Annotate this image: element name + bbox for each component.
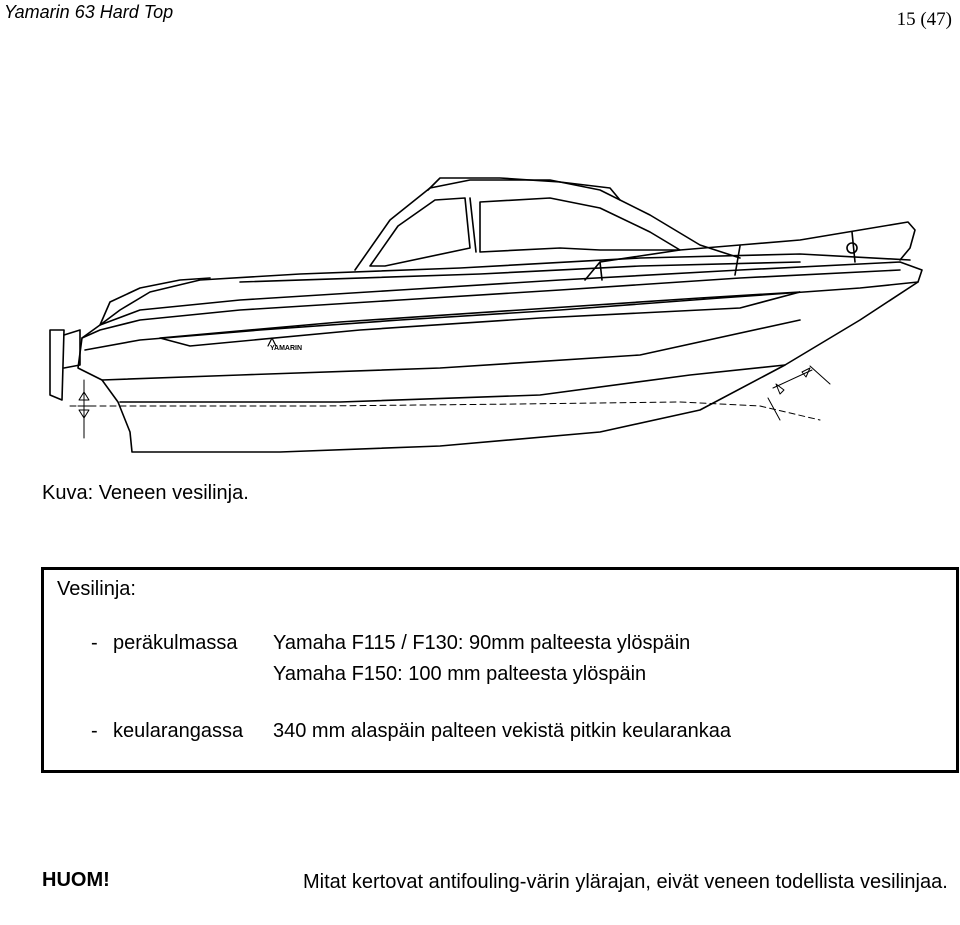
chine-line bbox=[120, 365, 785, 402]
strake-line bbox=[102, 320, 800, 380]
bow-marker-end-1 bbox=[768, 398, 780, 420]
note-label: HUOM! bbox=[42, 869, 110, 891]
bow-marker-line bbox=[773, 370, 812, 388]
bow-marker-end-2 bbox=[810, 366, 830, 384]
stern-row bbox=[91, 632, 238, 655]
hull-outline bbox=[78, 262, 922, 452]
waterline bbox=[70, 402, 820, 420]
page-number: 15 (47) bbox=[896, 9, 952, 30]
keel-dash: - bbox=[91, 720, 98, 742]
hull-stripe bbox=[160, 292, 800, 346]
windshield bbox=[370, 198, 470, 266]
keel-label: keularangassa bbox=[113, 720, 244, 742]
stern-spec-1: Yamaha F115 / F130: 90mm palteesta ylöspäin bbox=[273, 632, 691, 654]
waterline-info-box bbox=[41, 567, 959, 773]
document-title: Yamarin 63 Hard Top bbox=[4, 2, 174, 22]
deck-line bbox=[100, 254, 910, 325]
stern-dash: - bbox=[91, 632, 98, 654]
note-text: Mitat kertovat antifouling-värin ylärajan, eivät veneen todellista vesilinjaa. bbox=[303, 871, 948, 893]
keel-spec: 340 mm alaspäin palteen vekistä pitkin keularankaa bbox=[273, 720, 732, 742]
bow-marker-arrow-1 bbox=[776, 384, 784, 394]
navigation-light bbox=[847, 243, 857, 253]
side-window bbox=[480, 198, 680, 252]
window-divider bbox=[470, 198, 476, 252]
stern-label: peräkulmassa bbox=[113, 632, 238, 654]
stern-bracket bbox=[50, 330, 64, 400]
box-title: Vesilinja: bbox=[57, 578, 136, 600]
figure-caption: Kuva: Veneen vesilinja. bbox=[42, 482, 249, 504]
stern-spec-2: Yamaha F150: 100 mm palteesta ylöspäin bbox=[273, 663, 647, 685]
keel-row bbox=[91, 720, 243, 743]
stern-bracket-2 bbox=[64, 330, 80, 368]
hull-logo: YAMARIN bbox=[270, 345, 303, 352]
boat-waterline-drawing bbox=[40, 170, 940, 460]
